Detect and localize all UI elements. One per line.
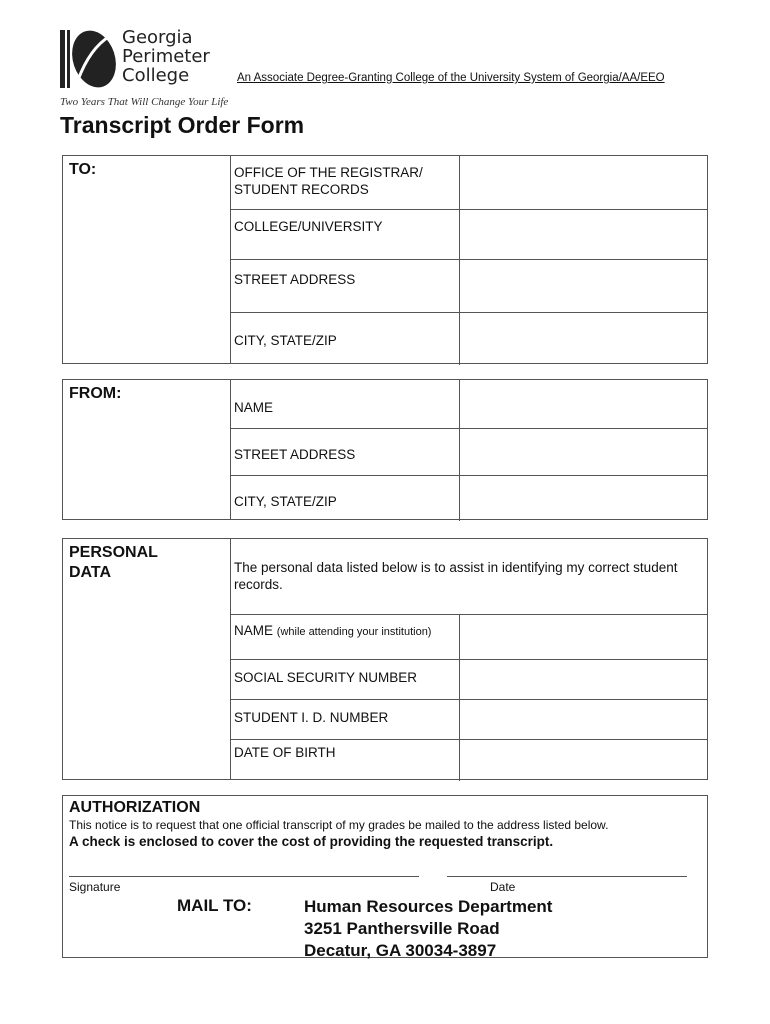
mail-address-line-3: Decatur, GA 30034-3897 <box>304 941 497 960</box>
to-street-field[interactable] <box>459 260 707 312</box>
association-statement: An Associate Degree-Granting College of the University System of Georgia/AA/EEO <box>237 72 665 84</box>
to-heading-cell <box>63 156 231 363</box>
to-college-label: COLLEGE/UNIVERSITY <box>234 219 383 234</box>
personal-name-label <box>234 622 454 641</box>
from-row-city <box>230 475 707 521</box>
mail-to-label: MAIL TO: <box>177 896 252 915</box>
date-label: Date <box>490 880 516 894</box>
logo-line-1: Georgia <box>122 27 193 48</box>
mail-address-line-1: Human Resources Department <box>304 897 553 916</box>
from-section <box>62 379 708 520</box>
to-college-field[interactable] <box>459 210 707 259</box>
from-name-field[interactable] <box>459 380 707 428</box>
college-logo-wordmark <box>122 28 210 85</box>
personal-name-qualifier: (while attending your institution) <box>276 626 432 638</box>
to-registrar-field[interactable] <box>459 156 707 209</box>
authorization-heading: AUTHORIZATION <box>69 799 201 816</box>
student-id-field[interactable] <box>459 700 707 739</box>
tagline: Two Years That Will Change Your Life <box>60 96 229 108</box>
page-title: Transcript Order Form <box>60 112 305 138</box>
dob-field[interactable] <box>459 740 707 781</box>
to-section <box>62 155 708 364</box>
to-row-registrar <box>230 156 707 209</box>
to-street-label: STREET ADDRESS <box>234 272 356 287</box>
personal-heading-cell <box>63 539 231 779</box>
from-city-label: CITY, STATE/ZIP <box>234 494 337 509</box>
authorization-section <box>62 795 708 958</box>
personal-heading: PERSONAL DATA <box>69 544 158 581</box>
check-enclosed-note: A check is enclosed to cover the cost of providing the requested transcript. <box>69 834 554 849</box>
personal-row-name <box>230 614 707 659</box>
to-row-college <box>230 209 707 259</box>
date-line[interactable] <box>447 876 687 877</box>
ssn-label: SOCIAL SECURITY NUMBER <box>234 670 418 685</box>
logo-line-3: College <box>122 65 190 86</box>
from-street-field[interactable] <box>459 429 707 475</box>
mail-address <box>304 896 552 962</box>
from-city-field[interactable] <box>459 476 707 521</box>
personal-row-student-id <box>230 699 707 739</box>
from-row-name <box>230 380 707 428</box>
from-heading: FROM: <box>69 385 122 402</box>
signature-line[interactable] <box>69 876 419 877</box>
logo-line-2: Perimeter <box>122 46 210 67</box>
personal-name-field[interactable] <box>459 615 707 659</box>
from-name-label: NAME <box>234 400 274 415</box>
from-row-street <box>230 428 707 475</box>
college-logo <box>60 28 230 92</box>
personal-name-label-text: NAME <box>234 623 274 638</box>
student-id-label: STUDENT I. D. NUMBER <box>234 710 389 725</box>
to-heading: TO: <box>69 161 97 178</box>
to-row-city <box>230 312 707 365</box>
to-city-field[interactable] <box>459 313 707 365</box>
to-row-street <box>230 259 707 312</box>
authorization-notice: This notice is to request that one official transcript of my grades be mailed to the address listed below. <box>69 818 609 832</box>
from-street-label: STREET ADDRESS <box>234 447 356 462</box>
ssn-field[interactable] <box>459 660 707 699</box>
personal-row-ssn <box>230 659 707 699</box>
personal-row-dob <box>230 739 707 781</box>
to-registrar-label: OFFICE OF THE REGISTRAR/ STUDENT RECORDS <box>234 165 423 197</box>
personal-data-note: The personal data listed below is to assist in identifying my correct student records. <box>234 560 678 592</box>
to-city-label: CITY, STATE/ZIP <box>234 333 337 348</box>
personal-row-note <box>230 539 707 614</box>
signature-label: Signature <box>69 880 121 894</box>
dob-label: DATE OF BIRTH <box>234 745 336 760</box>
from-heading-cell <box>63 380 231 519</box>
college-logo-mark-icon <box>60 28 116 90</box>
personal-data-section <box>62 538 708 780</box>
mail-address-line-2: 3251 Panthersville Road <box>304 919 500 938</box>
